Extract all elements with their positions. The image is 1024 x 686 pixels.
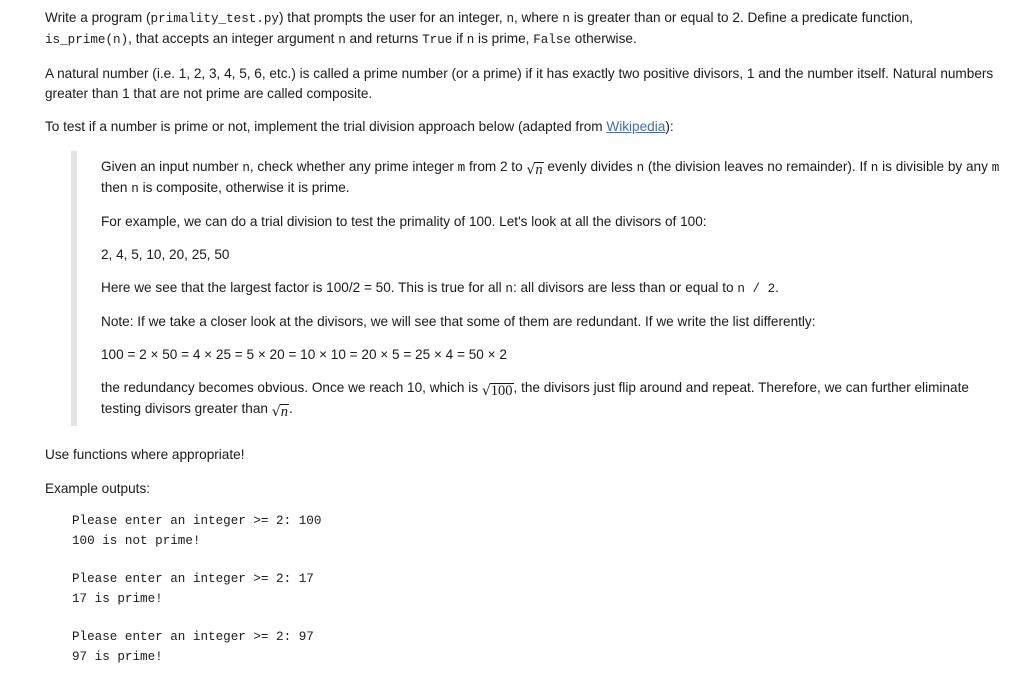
n-over-2-code: n / 2 bbox=[737, 282, 776, 296]
example-result: 100 is not prime! bbox=[72, 533, 201, 548]
example-result: 17 is prime! bbox=[72, 591, 163, 606]
use-functions-note: Use functions where appropriate! bbox=[45, 447, 245, 462]
example-prompt: Please enter an integer >= 2: 97 bbox=[72, 630, 314, 644]
quote-paragraph-4: Here we see that the largest factor is 100/2 = 50. This is true for all n: all divisors are less than or equal to n / 2. bbox=[101, 280, 779, 296]
example-block bbox=[72, 628, 1020, 667]
example-outputs-heading: Example outputs: bbox=[45, 481, 151, 496]
intro-paragraph: Write a program (primality_test.py) that prompts the user for an integer, n, where n is greater than or equal to 2. Define a predicate function, is_prime(n), that accepts an integer argument n and returns True if n is prime, False otherwise. bbox=[45, 10, 913, 47]
example-prompt: Please enter an integer >= 2: 17 bbox=[72, 572, 314, 586]
assignment-document bbox=[45, 8, 1020, 686]
wikipedia-link[interactable]: Wikipedia bbox=[606, 119, 666, 134]
example-block bbox=[72, 570, 1020, 609]
example-outputs bbox=[72, 512, 1020, 667]
example-block bbox=[72, 512, 1020, 551]
trial-division-paragraph: To test if a number is prime or not, implement the trial division approach below (adapted from Wikipedia): bbox=[45, 119, 674, 134]
quote-paragraph-7: the redundancy becomes obvious. Once we reach 10, which is √ 100 , the divisors just flip around and repeat. Therefore, we can further eliminate testing divisors greater than √ n . bbox=[101, 380, 969, 420]
example-result: 97 is prime! bbox=[72, 649, 163, 664]
example-prompt: Please enter an integer >= 2: 100 bbox=[72, 514, 322, 528]
definition-paragraph: A natural number (i.e. 1, 2, 3, 4, 5, 6, etc.) is called a prime number (or a prime) if it has exactly two positive divisors, 1 and the number itself. Natural numbers greater than 1 that are not prime are called composite. bbox=[45, 66, 994, 101]
sqrt-n-formula: √ n bbox=[526, 162, 543, 178]
trial-division-blockquote bbox=[71, 151, 1001, 426]
quote-paragraph-1: Given an input number n, check whether any prime integer m from 2 to √ n evenly divides n (the division leaves no remainder). If n is divisible by any m then n is composite, otherwise it is prime. bbox=[101, 159, 1000, 196]
sqrt-100-formula: √ 100 bbox=[481, 383, 513, 399]
filename-code: primality_test.py bbox=[150, 12, 279, 26]
quote-paragraph-2: For example, we can do a trial division to test the primality of 100. Let's look at all the divisors of 100: bbox=[101, 214, 707, 229]
sqrt-n-formula-2: √ n bbox=[271, 404, 288, 420]
divisors-list: 2, 4, 5, 10, 20, 25, 50 bbox=[101, 247, 230, 262]
quote-paragraph-5: Note: If we take a closer look at the divisors, we will see that some of them are redundant. If we write the list differently: bbox=[101, 314, 816, 329]
factor-equation: 100 = 2 × 50 = 4 × 25 = 5 × 20 = 10 × 10 = 20 × 5 = 25 × 4 = 50 × 2 bbox=[101, 347, 507, 362]
function-signature-code: is_prime(n) bbox=[45, 33, 129, 47]
